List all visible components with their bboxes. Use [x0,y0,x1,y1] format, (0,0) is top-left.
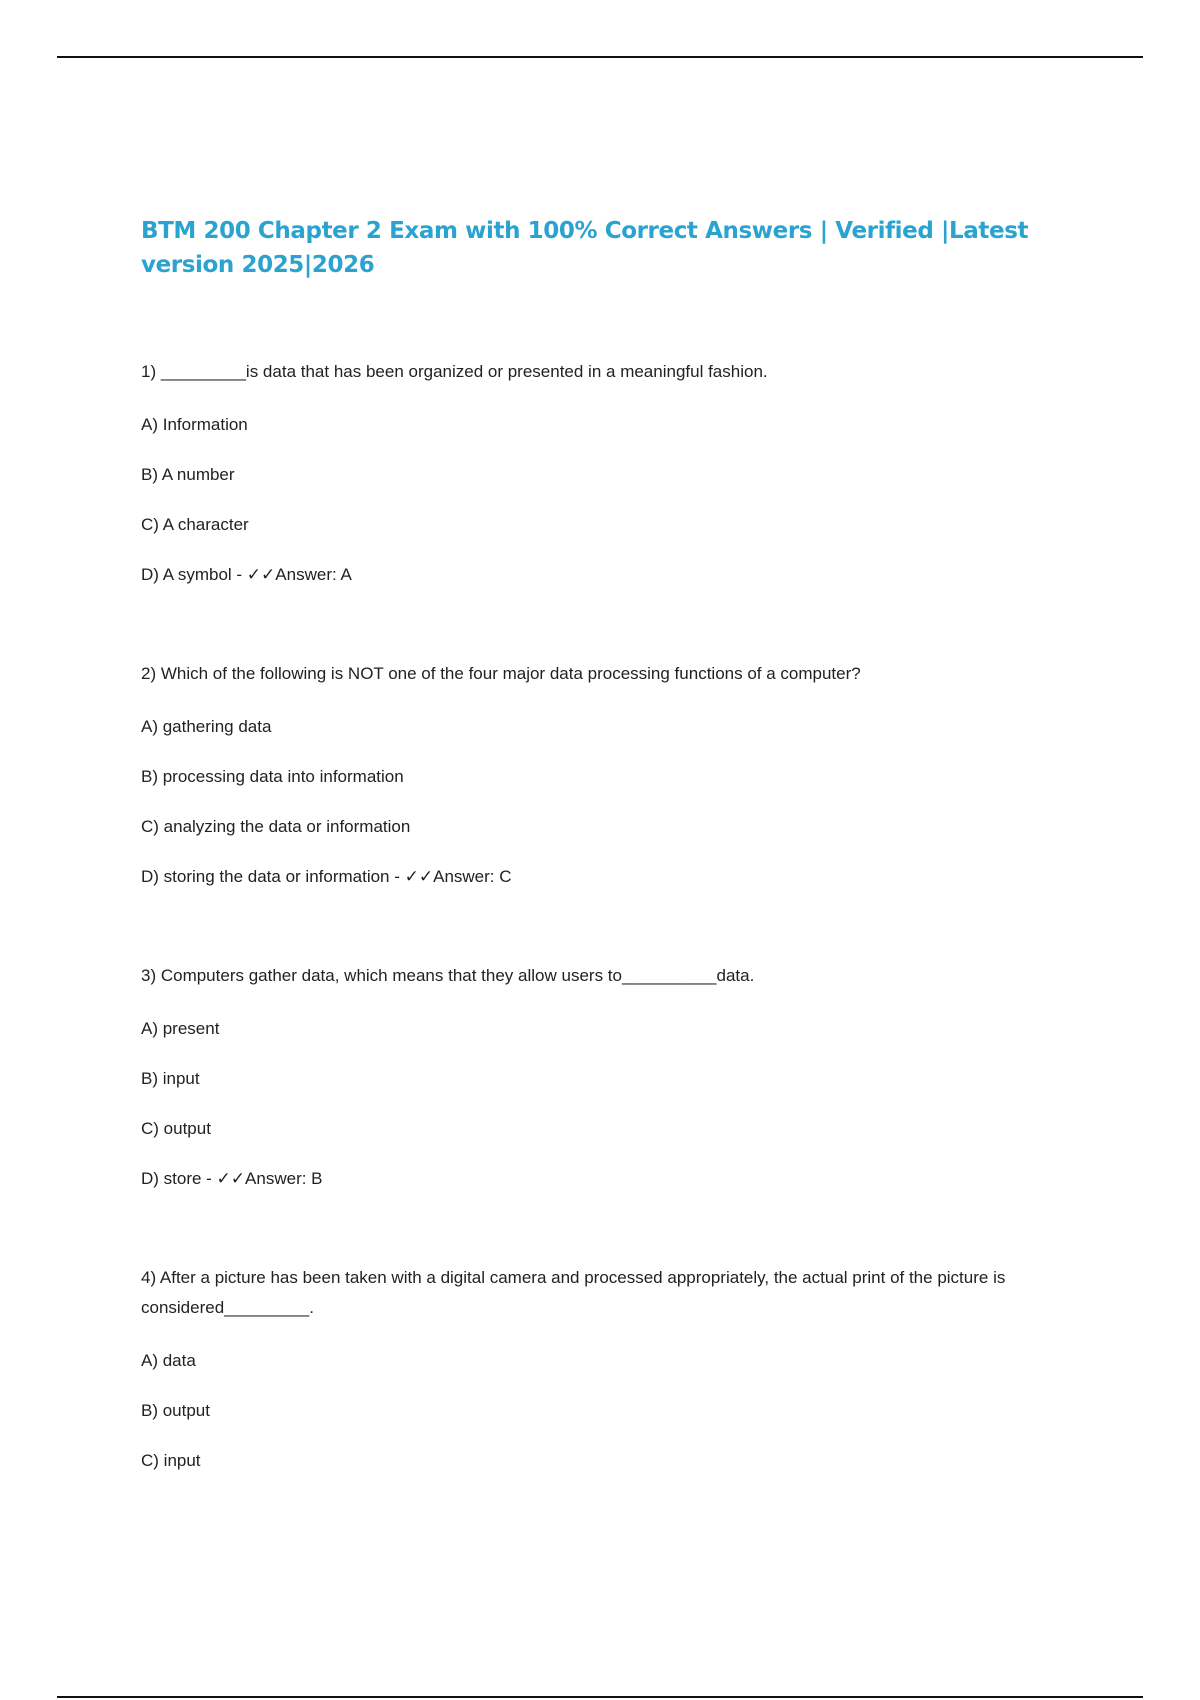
question-block-2 [141,659,1061,887]
answer-option: A) Information [141,415,248,434]
question-block-3 [141,961,1061,1189]
answer-option: A) present [141,1019,220,1038]
question-block-1 [141,357,1061,585]
answer-option-with-key: D) storing the data or information - ✓✓Answer: C [141,867,512,886]
answer-option: A) data [141,1351,196,1370]
answer-option: B) A number [141,465,235,484]
answer-option: B) input [141,1069,200,1088]
answer-option: B) processing data into information [141,767,404,786]
footer-rule [57,1696,1143,1698]
answer-option-with-key: D) store - ✓✓Answer: B [141,1169,323,1188]
question-block-4 [141,1263,1061,1471]
answer-option: C) A character [141,515,249,534]
answer-option: C) output [141,1119,211,1138]
answer-option: B) output [141,1401,210,1420]
answer-option: A) gathering data [141,717,272,736]
document-title: BTM 200 Chapter 2 Exam with 100% Correct Answers | Verified |Latest version 2025|2026 [141,218,1029,278]
question-text: 1) _________is data that has been organized or presented in a meaningful fashion. [141,362,768,381]
question-text: 3) Computers gather data, which means that they allow users to__________data. [141,966,755,985]
answer-option: C) input [141,1451,201,1470]
question-text: 4) After a picture has been taken with a digital camera and processed appropriately, the actual print of the picture is considered_________. [141,1268,1006,1317]
header-rule [57,56,1143,58]
answer-option: C) analyzing the data or information [141,817,411,836]
question-text: 2) Which of the following is NOT one of the four major data processing functions of a computer? [141,664,861,683]
answer-option-with-key: D) A symbol - ✓✓Answer: A [141,565,352,584]
